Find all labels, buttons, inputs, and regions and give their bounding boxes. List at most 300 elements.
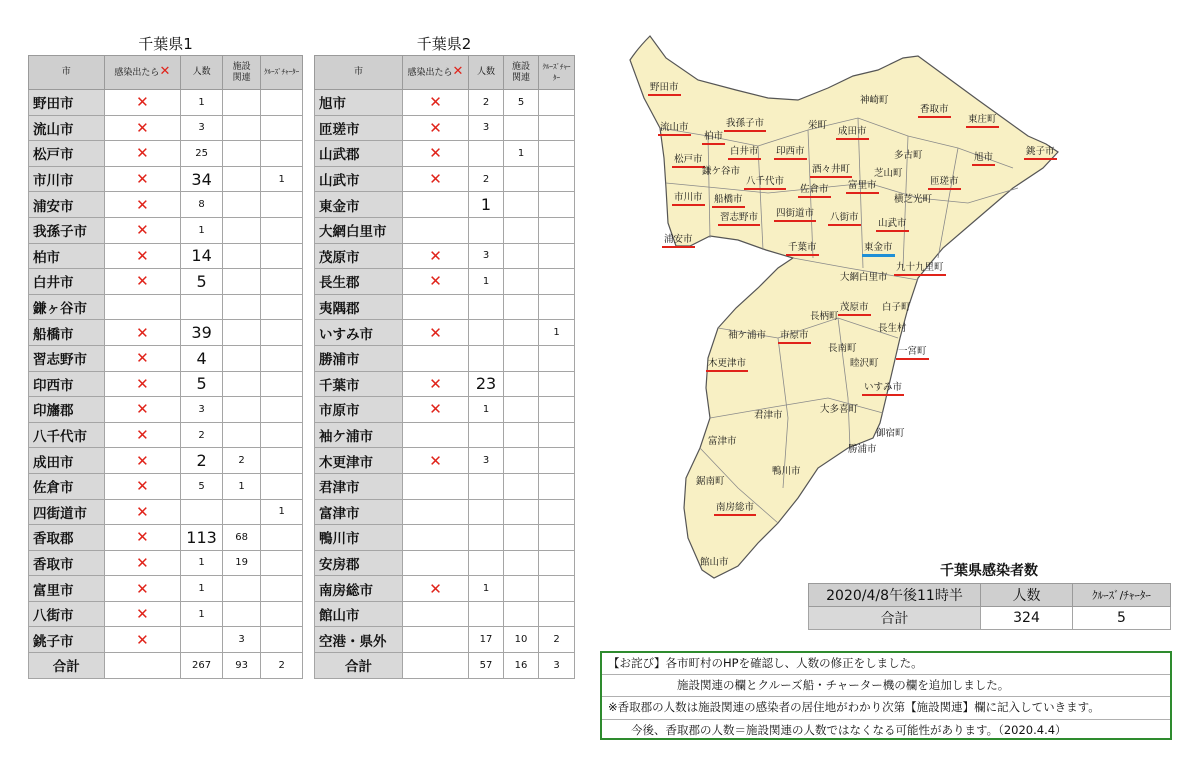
table-row — [29, 371, 303, 397]
city-name: 鎌ヶ谷市 — [29, 294, 105, 320]
map-label: 富里市 — [846, 180, 879, 194]
summary-total-label: 合計 — [809, 607, 981, 630]
table-row — [29, 448, 303, 474]
facility-value: 5 — [504, 90, 539, 116]
city-name: 野田市 — [29, 90, 105, 116]
city-name: 我孫子市 — [29, 217, 105, 243]
map-label: 匝瑳市 — [928, 176, 961, 190]
infection-mark: ✕ — [403, 397, 469, 423]
map-label: 木更津市 — [706, 358, 748, 372]
facility-value — [222, 294, 260, 320]
table-row — [315, 294, 575, 320]
table-row — [315, 371, 575, 397]
cruise-value — [261, 90, 303, 116]
cruise-value — [539, 448, 575, 474]
facility-value — [504, 448, 539, 474]
notice-line: 【お詫び】各市町村のHPを確認し、人数の修正をしました。 — [602, 653, 1170, 675]
map-label: 睦沢町 — [850, 358, 879, 369]
infection-mark: ✕ — [403, 115, 469, 141]
map-label: 栄町 — [808, 120, 828, 131]
facility-value — [504, 115, 539, 141]
cruise-value — [261, 576, 303, 602]
table-row — [29, 550, 303, 576]
notice-line: 今後、香取郡の人数＝施設関連の人数ではなくなる可能性があります。（2020.4.4） — [608, 722, 1067, 737]
city-name: 佐倉市 — [29, 473, 105, 499]
cruise-value — [261, 448, 303, 474]
cruise-value — [261, 141, 303, 167]
table-row — [29, 115, 303, 141]
table-row — [29, 217, 303, 243]
count-value: 2 — [181, 422, 223, 448]
city-name: 香取郡 — [29, 525, 105, 551]
infection-mark — [403, 550, 469, 576]
infected-column-header: 感染出たら✕ — [104, 56, 181, 90]
summary-total-cruise: 5 — [1073, 607, 1171, 630]
cruise-value — [261, 371, 303, 397]
table-row — [315, 345, 575, 371]
table-row — [315, 141, 575, 167]
cruise-value — [261, 601, 303, 627]
cruise-value — [539, 192, 575, 218]
map-label: 我孫子市 — [724, 118, 766, 132]
count-value: 113 — [181, 525, 223, 551]
total-cruise: 2 — [261, 653, 303, 679]
summary-table — [808, 583, 1171, 630]
notice-line: ※香取郡の人数は施設関連の感染者の居住地がわかり次第【施設関連】欄に記入していきます。 — [602, 697, 1170, 719]
cruise-value — [539, 269, 575, 295]
count-value: 1 — [181, 576, 223, 602]
map-label: 鴨川市 — [772, 466, 801, 477]
infection-mark — [403, 473, 469, 499]
map-label: 富津市 — [708, 436, 737, 447]
count-value: 1 — [181, 217, 223, 243]
facility-value: 1 — [222, 473, 260, 499]
facility-value: 68 — [222, 525, 260, 551]
infection-mark: ✕ — [104, 115, 181, 141]
facility-value — [222, 269, 260, 295]
map-label: 長南町 — [828, 343, 857, 354]
map-label: 袖ケ浦市 — [728, 330, 767, 341]
map-label: 神崎町 — [860, 95, 889, 106]
city-name: 山武市 — [315, 166, 403, 192]
cruise-value — [539, 345, 575, 371]
city-name: 流山市 — [29, 115, 105, 141]
facility-value — [504, 576, 539, 602]
map-label: 大多喜町 — [820, 404, 859, 415]
city-name: 香取市 — [29, 550, 105, 576]
map-label: 君津市 — [754, 410, 783, 421]
notice-line: 施設関連の欄とクルーズ船・チャーター機の欄を追加しました。 — [602, 675, 1170, 697]
count-value — [469, 141, 504, 167]
count-value — [469, 550, 504, 576]
summary-cruise-header: ｸﾙｰｽﾞ/ﾁｬｰﾀｰ — [1073, 584, 1171, 607]
map-label: 山武市 — [876, 218, 909, 232]
city-column-header: 市 — [29, 56, 105, 90]
cruise-value — [261, 345, 303, 371]
map-label: 船橋市 — [712, 194, 745, 208]
infection-mark — [104, 294, 181, 320]
total-count: 57 — [469, 653, 504, 679]
table-row — [315, 269, 575, 295]
infection-mark: ✕ — [104, 473, 181, 499]
total-row — [29, 653, 303, 679]
cruise-value — [261, 525, 303, 551]
table1-title: 千葉県1 — [138, 35, 193, 53]
infection-mark: ✕ — [104, 422, 181, 448]
facility-value — [222, 601, 260, 627]
count-value: 1 — [469, 269, 504, 295]
infection-mark: ✕ — [403, 448, 469, 474]
map-label: 市川市 — [672, 192, 705, 206]
facility-value — [504, 550, 539, 576]
table-row — [315, 550, 575, 576]
city-column-header: 市 — [315, 56, 403, 90]
map-label: 松戸市 — [672, 154, 705, 168]
table-row — [315, 243, 575, 269]
city-name: 富里市 — [29, 576, 105, 602]
infection-mark: ✕ — [104, 448, 181, 474]
city-name: 鴨川市 — [315, 525, 403, 551]
cruise-value — [539, 243, 575, 269]
count-value: 3 — [181, 397, 223, 423]
city-name: 木更津市 — [315, 448, 403, 474]
table-row — [315, 601, 575, 627]
apology-notice — [600, 651, 1172, 740]
total-facility: 93 — [222, 653, 260, 679]
map-label: 野田市 — [648, 82, 681, 96]
city-name: 夷隅郡 — [315, 294, 403, 320]
table-row — [315, 90, 575, 116]
map-label: 勝浦市 — [848, 444, 877, 455]
count-value — [181, 627, 223, 653]
cruise-value — [539, 550, 575, 576]
infection-mark — [403, 627, 469, 653]
city-name: 市原市 — [315, 397, 403, 423]
facility-value — [504, 166, 539, 192]
facility-value — [504, 320, 539, 346]
cruise-value: 1 — [539, 320, 575, 346]
city-name: 君津市 — [315, 473, 403, 499]
count-value: 39 — [181, 320, 223, 346]
cruise-value — [539, 90, 575, 116]
table-row — [29, 90, 303, 116]
count-value — [469, 345, 504, 371]
map-label: 鋸南町 — [696, 476, 725, 487]
facility-value: 1 — [504, 141, 539, 167]
infection-mark — [403, 217, 469, 243]
count-value — [469, 320, 504, 346]
count-value: 34 — [181, 166, 223, 192]
map-label: 長柄町 — [810, 311, 839, 322]
city-name: 八街市 — [29, 601, 105, 627]
city-name: 船橋市 — [29, 320, 105, 346]
map-label: 御宿町 — [876, 428, 905, 439]
count-value — [181, 499, 223, 525]
cruise-value — [261, 294, 303, 320]
count-value: 4 — [181, 345, 223, 371]
infection-mark: ✕ — [104, 499, 181, 525]
infection-mark: ✕ — [104, 550, 181, 576]
facility-value — [504, 294, 539, 320]
table-row — [315, 397, 575, 423]
cruise-value — [539, 294, 575, 320]
facility-value — [504, 192, 539, 218]
facility-value — [504, 397, 539, 423]
city-name: 銚子市 — [29, 627, 105, 653]
city-name: 白井市 — [29, 269, 105, 295]
total-mark — [104, 653, 181, 679]
infection-mark — [403, 422, 469, 448]
facility-value — [504, 269, 539, 295]
infection-mark: ✕ — [104, 525, 181, 551]
infection-mark: ✕ — [403, 141, 469, 167]
facility-value: 19 — [222, 550, 260, 576]
facility-value — [504, 371, 539, 397]
infection-mark: ✕ — [403, 576, 469, 602]
count-value — [181, 294, 223, 320]
city-name: 千葉市 — [315, 371, 403, 397]
facility-value — [222, 166, 260, 192]
facility-value — [222, 320, 260, 346]
table-row — [29, 320, 303, 346]
infection-mark: ✕ — [104, 371, 181, 397]
map-label: 印西市 — [774, 146, 807, 160]
count-column-header: 人数 — [181, 56, 223, 90]
infection-mark — [403, 192, 469, 218]
city-name: 市川市 — [29, 166, 105, 192]
count-value: 5 — [181, 371, 223, 397]
table-row — [29, 422, 303, 448]
facility-value — [222, 192, 260, 218]
table-row — [29, 345, 303, 371]
infection-mark: ✕ — [104, 627, 181, 653]
table-row — [29, 141, 303, 167]
summary-title: 千葉県感染者数 — [940, 563, 1038, 579]
table2-title: 千葉県2 — [416, 35, 472, 53]
infected-column-header: 感染出たら✕ — [403, 56, 469, 90]
infection-mark — [403, 294, 469, 320]
city-name: 八千代市 — [29, 422, 105, 448]
cruise-column-header: ｸﾙｰｽﾞﾁｬｰﾀｰ — [539, 56, 575, 90]
summary-count-header: 人数 — [981, 584, 1073, 607]
cruise-value — [539, 525, 575, 551]
cruise-value — [261, 627, 303, 653]
infection-mark: ✕ — [104, 576, 181, 602]
cruise-value — [261, 192, 303, 218]
map-label: 東庄町 — [966, 114, 999, 128]
cruise-value — [261, 115, 303, 141]
table-row — [29, 243, 303, 269]
map-label: 一宮町 — [896, 346, 929, 360]
facility-value — [222, 576, 260, 602]
total-label: 合計 — [315, 653, 403, 679]
table-row — [29, 473, 303, 499]
map-label: 浦安市 — [662, 234, 695, 248]
table-row — [315, 115, 575, 141]
table-row — [315, 166, 575, 192]
facility-value — [222, 141, 260, 167]
facility-value — [222, 499, 260, 525]
count-value — [469, 499, 504, 525]
infection-mark: ✕ — [104, 217, 181, 243]
total-cruise: 3 — [539, 653, 575, 679]
map-label: いすみ市 — [862, 382, 904, 396]
total-row — [315, 653, 575, 679]
city-name: 習志野市 — [29, 345, 105, 371]
table-row — [29, 397, 303, 423]
city-name: 大網白里市 — [315, 217, 403, 243]
city-name: 安房郡 — [315, 550, 403, 576]
count-value — [469, 525, 504, 551]
cruise-value — [539, 371, 575, 397]
map-label: 白子町 — [882, 302, 911, 313]
facility-value — [222, 345, 260, 371]
cruise-value — [261, 473, 303, 499]
facility-value: 3 — [222, 627, 260, 653]
map-label: 銚子市 — [1024, 146, 1057, 160]
count-value: 1 — [469, 192, 504, 218]
facility-value — [222, 217, 260, 243]
table-row — [29, 499, 303, 525]
count-column-header: 人数 — [469, 56, 504, 90]
map-label: 南房総市 — [714, 502, 756, 516]
facility-value — [504, 217, 539, 243]
facility-value — [504, 243, 539, 269]
cruise-value: 1 — [261, 166, 303, 192]
cruise-value — [539, 217, 575, 243]
table-row — [315, 448, 575, 474]
city-name: 印旛郡 — [29, 397, 105, 423]
cruise-value — [261, 217, 303, 243]
count-value: 1 — [181, 601, 223, 627]
cruise-value — [539, 576, 575, 602]
map-label: 九十九里町 — [894, 262, 946, 276]
cruise-value — [539, 141, 575, 167]
city-name: 茂原市 — [315, 243, 403, 269]
map-label: 四街道市 — [774, 208, 816, 222]
count-value: 5 — [181, 269, 223, 295]
city-name: 四街道市 — [29, 499, 105, 525]
map-label: 香取市 — [918, 104, 951, 118]
city-name: 東金市 — [315, 192, 403, 218]
facility-value: 10 — [504, 627, 539, 653]
map-label: 佐倉市 — [798, 184, 831, 198]
count-value: 1 — [181, 90, 223, 116]
map-label: 流山市 — [658, 122, 691, 136]
city-name: 松戸市 — [29, 141, 105, 167]
count-value: 3 — [469, 448, 504, 474]
count-value: 1 — [469, 576, 504, 602]
facility-column-header: 施設関連 — [222, 56, 260, 90]
infection-mark — [403, 525, 469, 551]
table-row — [315, 525, 575, 551]
facility-value — [504, 499, 539, 525]
cruise-value — [261, 422, 303, 448]
facility-value — [504, 525, 539, 551]
count-value: 1 — [181, 550, 223, 576]
count-value — [469, 217, 504, 243]
facility-value — [504, 601, 539, 627]
cruise-value — [539, 166, 575, 192]
cruise-value — [261, 397, 303, 423]
infection-mark: ✕ — [403, 269, 469, 295]
count-value: 25 — [181, 141, 223, 167]
summary-date: 2020/4/8午後11時半 — [809, 584, 981, 607]
count-value — [469, 601, 504, 627]
city-name: 南房総市 — [315, 576, 403, 602]
table-row — [29, 269, 303, 295]
infection-mark: ✕ — [104, 141, 181, 167]
total-facility: 16 — [504, 653, 539, 679]
facility-value — [504, 473, 539, 499]
city-name: 成田市 — [29, 448, 105, 474]
count-value: 3 — [469, 115, 504, 141]
total-mark — [403, 653, 469, 679]
infection-mark: ✕ — [403, 320, 469, 346]
count-value — [469, 473, 504, 499]
facility-value — [222, 115, 260, 141]
table-row — [29, 192, 303, 218]
prefecture-table-1 — [28, 55, 303, 679]
city-name: 匝瑳市 — [315, 115, 403, 141]
prefecture-table-2 — [314, 55, 575, 679]
infection-mark: ✕ — [104, 166, 181, 192]
count-value: 2 — [181, 448, 223, 474]
city-name: 館山市 — [315, 601, 403, 627]
facility-value — [222, 90, 260, 116]
table-row — [315, 576, 575, 602]
count-value: 5 — [181, 473, 223, 499]
city-name: 浦安市 — [29, 192, 105, 218]
count-value: 14 — [181, 243, 223, 269]
cruise-value — [539, 397, 575, 423]
facility-value — [222, 243, 260, 269]
table-row — [29, 166, 303, 192]
table-row — [315, 320, 575, 346]
facility-value — [222, 371, 260, 397]
cruise-value — [539, 473, 575, 499]
table-row — [29, 294, 303, 320]
cruise-value — [261, 243, 303, 269]
count-value — [469, 294, 504, 320]
facility-value: 2 — [222, 448, 260, 474]
infection-mark: ✕ — [104, 90, 181, 116]
count-value: 3 — [181, 115, 223, 141]
count-value: 3 — [469, 243, 504, 269]
city-name: いすみ市 — [315, 320, 403, 346]
facility-value — [504, 345, 539, 371]
cruise-column-header: ｸﾙｰｽﾞﾁｬｰﾀｰ — [261, 56, 303, 90]
table-row — [29, 627, 303, 653]
cruise-value — [261, 320, 303, 346]
facility-value — [504, 422, 539, 448]
infection-mark — [403, 499, 469, 525]
cruise-value — [539, 499, 575, 525]
cruise-value — [539, 115, 575, 141]
map-label: 酒々井町 — [810, 164, 852, 178]
infection-mark: ✕ — [104, 243, 181, 269]
map-label: 東金市 — [862, 242, 895, 257]
facility-value — [222, 422, 260, 448]
count-value: 2 — [469, 166, 504, 192]
infection-mark: ✕ — [104, 345, 181, 371]
infection-mark — [403, 601, 469, 627]
infection-mark: ✕ — [403, 371, 469, 397]
infection-mark: ✕ — [403, 90, 469, 116]
infection-mark: ✕ — [403, 243, 469, 269]
table-row — [315, 422, 575, 448]
infection-mark: ✕ — [104, 320, 181, 346]
